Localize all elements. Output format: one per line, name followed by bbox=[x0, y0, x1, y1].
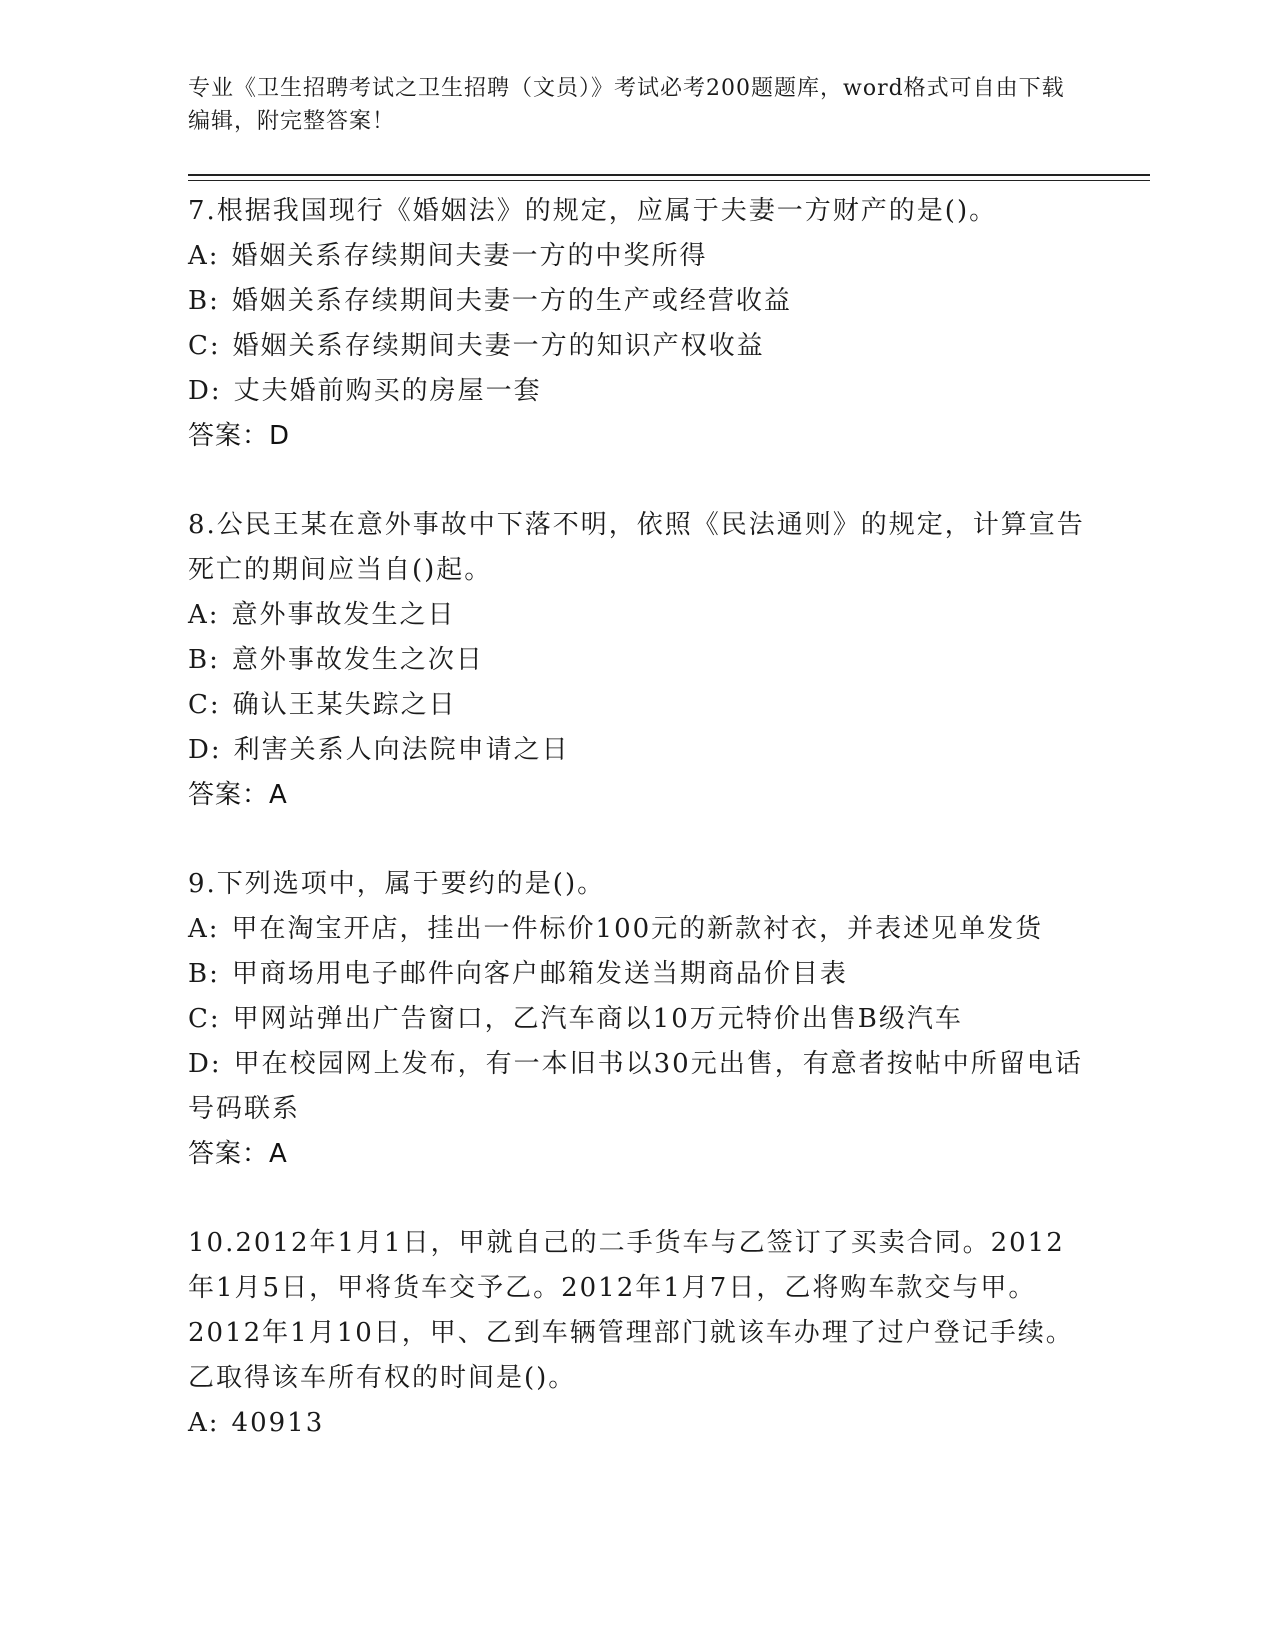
option-text: 婚姻关系存续期间夫妻一方的中奖所得 bbox=[231, 241, 708, 271]
answer-label: 答案：A bbox=[188, 1139, 288, 1169]
option-a bbox=[188, 907, 1088, 952]
option-a bbox=[188, 593, 1088, 638]
option-letter: D: bbox=[188, 376, 222, 406]
option-text: 甲网站弹出广告窗口，乙汽车商以10万元特价出售B级汽车 bbox=[232, 1004, 963, 1034]
option-text: 婚姻关系存续期间夫妻一方的知识产权收益 bbox=[232, 331, 765, 361]
option-letter: A: bbox=[188, 600, 220, 630]
option-b bbox=[188, 952, 1088, 997]
option-letter: A: bbox=[188, 241, 220, 271]
option-text: 利害关系人向法院申请之日 bbox=[233, 735, 570, 765]
option-letter: B: bbox=[188, 959, 220, 989]
question-stem: 9.下列选项中，属于要约的是()。 bbox=[188, 869, 606, 899]
header-divider-thick bbox=[188, 174, 1150, 176]
option-d bbox=[188, 1042, 1088, 1132]
option-text: 40913 bbox=[231, 1408, 325, 1438]
answer-label: 答案：A bbox=[188, 780, 288, 810]
answer-label: 答案：D bbox=[188, 421, 291, 451]
option-letter: A: bbox=[188, 1408, 220, 1438]
option-text: 甲在校园网上发布，有一本旧书以30元出售，有意者按帖中所留电话号码联系 bbox=[188, 1049, 1083, 1124]
question-10 bbox=[188, 1221, 1088, 1446]
header-divider-thin bbox=[188, 180, 1150, 181]
option-b bbox=[188, 279, 1088, 324]
option-a bbox=[188, 234, 1088, 279]
option-text: 意外事故发生之日 bbox=[231, 600, 456, 630]
option-c bbox=[188, 324, 1088, 369]
option-letter: C: bbox=[188, 331, 221, 361]
option-a bbox=[188, 1401, 1088, 1446]
question-stem: 7.根据我国现行《婚姻法》的规定，应属于夫妻一方财产的是()。 bbox=[188, 196, 998, 226]
question-7 bbox=[188, 189, 1088, 459]
option-text: 丈夫婚前购买的房屋一套 bbox=[233, 376, 542, 406]
option-letter: C: bbox=[188, 690, 221, 720]
option-c bbox=[188, 683, 1088, 728]
option-d bbox=[188, 369, 1088, 414]
option-letter: D: bbox=[188, 1049, 222, 1079]
option-letter: B: bbox=[188, 645, 220, 675]
question-list bbox=[188, 189, 1088, 1490]
option-letter: C: bbox=[188, 1004, 221, 1034]
option-text: 意外事故发生之次日 bbox=[231, 645, 484, 675]
option-d bbox=[188, 728, 1088, 773]
option-text: 甲在淘宝开店，挂出一件标价100元的新款衬衣，并表述见单发货 bbox=[231, 914, 1044, 944]
question-stem: 8.公民王某在意外事故中下落不明，依照《民法通则》的规定，计算宣告死亡的期间应当自()起。 bbox=[188, 510, 1085, 585]
question-9 bbox=[188, 862, 1088, 1177]
document-header: 专业《卫生招聘考试之卫生招聘（文员）》考试必考200题题库，word格式可自由下载编辑，附完整答案！ bbox=[188, 76, 1065, 134]
option-text: 确认王某失踪之日 bbox=[232, 690, 457, 720]
option-b bbox=[188, 638, 1088, 683]
option-c bbox=[188, 997, 1088, 1042]
option-letter: A: bbox=[188, 914, 220, 944]
option-letter: D: bbox=[188, 735, 222, 765]
option-text: 婚姻关系存续期间夫妻一方的生产或经营收益 bbox=[231, 286, 792, 316]
question-8 bbox=[188, 503, 1088, 818]
question-stem: 10.2012年1月1日，甲就自己的二手货车与乙签订了买卖合同。2012年1月5日，甲将货车交予乙。2012年1月7日，乙将购车款交与甲。2012年1月10日，甲、乙到车辆管理部门就该车办理了过户登记手续。乙取得该车所有权的时间是()。 bbox=[188, 1228, 1074, 1393]
option-letter: B: bbox=[188, 286, 220, 316]
option-text: 甲商场用电子邮件向客户邮箱发送当期商品价目表 bbox=[231, 959, 848, 989]
